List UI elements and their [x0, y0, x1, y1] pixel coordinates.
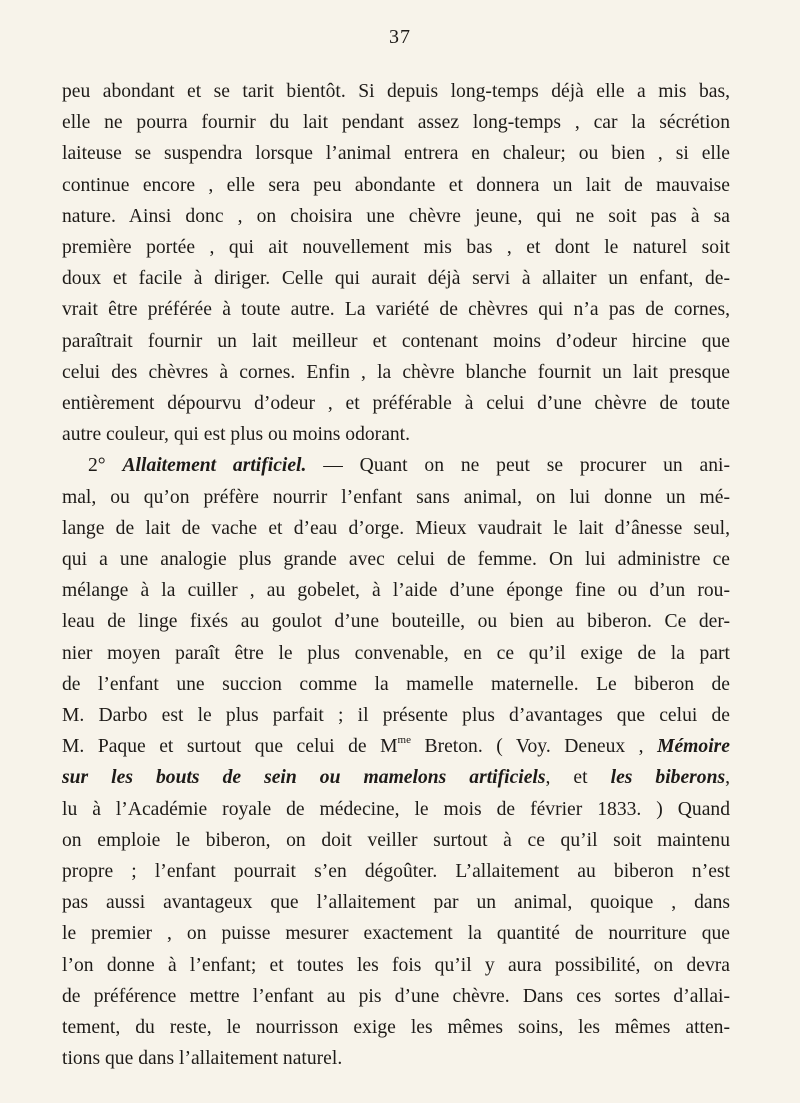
- text-line: qui a une analogie plus grande avec celui de femme. On lui administre ce: [62, 549, 730, 571]
- text-line: l’on donne à l’enfant; et toutes les fois qu’il y aura possibilité, on devra: [62, 954, 730, 976]
- italic-title: Mémoire: [657, 736, 730, 758]
- section-heading: Allaitement artificiel.: [122, 455, 307, 477]
- text-line: nature. Ainsi donc , on choisira une chèvre jeune, qui ne soit pas à sa: [62, 205, 730, 227]
- text-line: tions que dans l’allaitement naturel.: [62, 1048, 343, 1070]
- text-line: entièrement dépourvu d’odeur , et préférable à celui d’une chèvre de toute: [62, 393, 730, 415]
- text-line: elle ne pourra fournir du lait pendant assez long-temps , car la sécrétion: [62, 112, 730, 134]
- text-line: continue encore , elle sera peu abondante et donnera un lait de mauvaise: [62, 174, 730, 196]
- text-line: de préférence mettre l’enfant au pis d’une chèvre. Dans ces sortes d’allai-: [62, 985, 730, 1007]
- text-fragment: , et: [545, 767, 588, 789]
- section-number: 2°: [88, 455, 106, 477]
- text-line-mme: [62, 731, 730, 762]
- text-line: nier moyen paraît être le plus convenable, en ce qu’il exige de la part: [62, 642, 730, 664]
- text-fragment: ,: [725, 767, 731, 789]
- text-line: vrait être préférée à toute autre. La variété de chèvres qui n’a pas de cornes,: [62, 299, 730, 321]
- section-heading-line: [62, 450, 730, 481]
- text-line: de l’enfant une succion comme la mamelle maternelle. Le biberon de: [62, 673, 730, 695]
- text-line: lange de lait de vache et d’eau d’orge. Mieux vaudrait le lait d’ânesse seul,: [62, 517, 730, 539]
- text-line: propre ; l’enfant pourrait s’en dégoûter. L’allaitement au biberon n’est: [62, 861, 730, 883]
- italic-title: les biberons: [610, 767, 726, 789]
- text-fragment: Breton. ( Voy. Deneux ,: [411, 736, 644, 758]
- page-number: 37: [389, 26, 411, 48]
- text-line: leau de linge fixés au goulot d’une bouteille, ou bien au biberon. Ce der-: [62, 611, 730, 633]
- text-line: on emploie le biberon, on doit veiller surtout à ce qu’il soit maintenu: [62, 829, 730, 851]
- text-line: laiteuse se suspendra lorsque l’animal entrera en chaleur; ou bien , si elle: [62, 143, 730, 165]
- text-line: peu abondant et se tarit bientôt. Si depuis long-temps déjà elle a mis bas,: [62, 81, 730, 102]
- text-fragment: M. Paque et surtout que celui de M: [62, 736, 398, 758]
- text-line: celui des chèvres à cornes. Enfin , la chèvre blanche fournit un lait presque: [62, 361, 730, 383]
- text-line-italic: [62, 762, 730, 793]
- text-line: mélange à la cuiller , au gobelet, à l’aide d’une éponge fine ou d’un rou-: [62, 580, 730, 602]
- text-line: le premier , on puisse mesurer exactement la quantité de nourriture que: [62, 923, 730, 945]
- text-line: tement, du reste, le nourrisson exige les mêmes soins, les mêmes atten-: [62, 1017, 730, 1039]
- text-line: première portée , qui ait nouvellement mis bas , et dont le naturel soit: [62, 237, 730, 259]
- text-fragment: — Quant on ne peut se procurer un ani-: [323, 455, 730, 477]
- text-line: paraîtrait fournir un lait meilleur et contenant moins d’odeur hircine que: [62, 330, 730, 352]
- text-line: mal, ou qu’on préfère nourrir l’enfant sans animal, on lui donne un mé-: [62, 486, 730, 508]
- italic-title: sur les bouts de sein ou mamelons artificiels: [62, 767, 546, 789]
- text-line: autre couleur, qui est plus ou moins odorant.: [62, 424, 411, 446]
- text-line: lu à l’Académie royale de médecine, le mois de février 1833. ) Quand: [62, 798, 730, 820]
- superscript: me: [397, 733, 411, 746]
- text-line: pas aussi avantageux que l’allaitement par un animal, quoique , dans: [62, 892, 730, 914]
- text-line: M. Darbo est le plus parfait ; il présente plus d’avantages que celui de: [62, 705, 730, 727]
- body-text: [62, 76, 730, 1075]
- text-line: doux et facile à diriger. Celle qui aurait déjà servi à allaiter un enfant, de-: [62, 268, 730, 290]
